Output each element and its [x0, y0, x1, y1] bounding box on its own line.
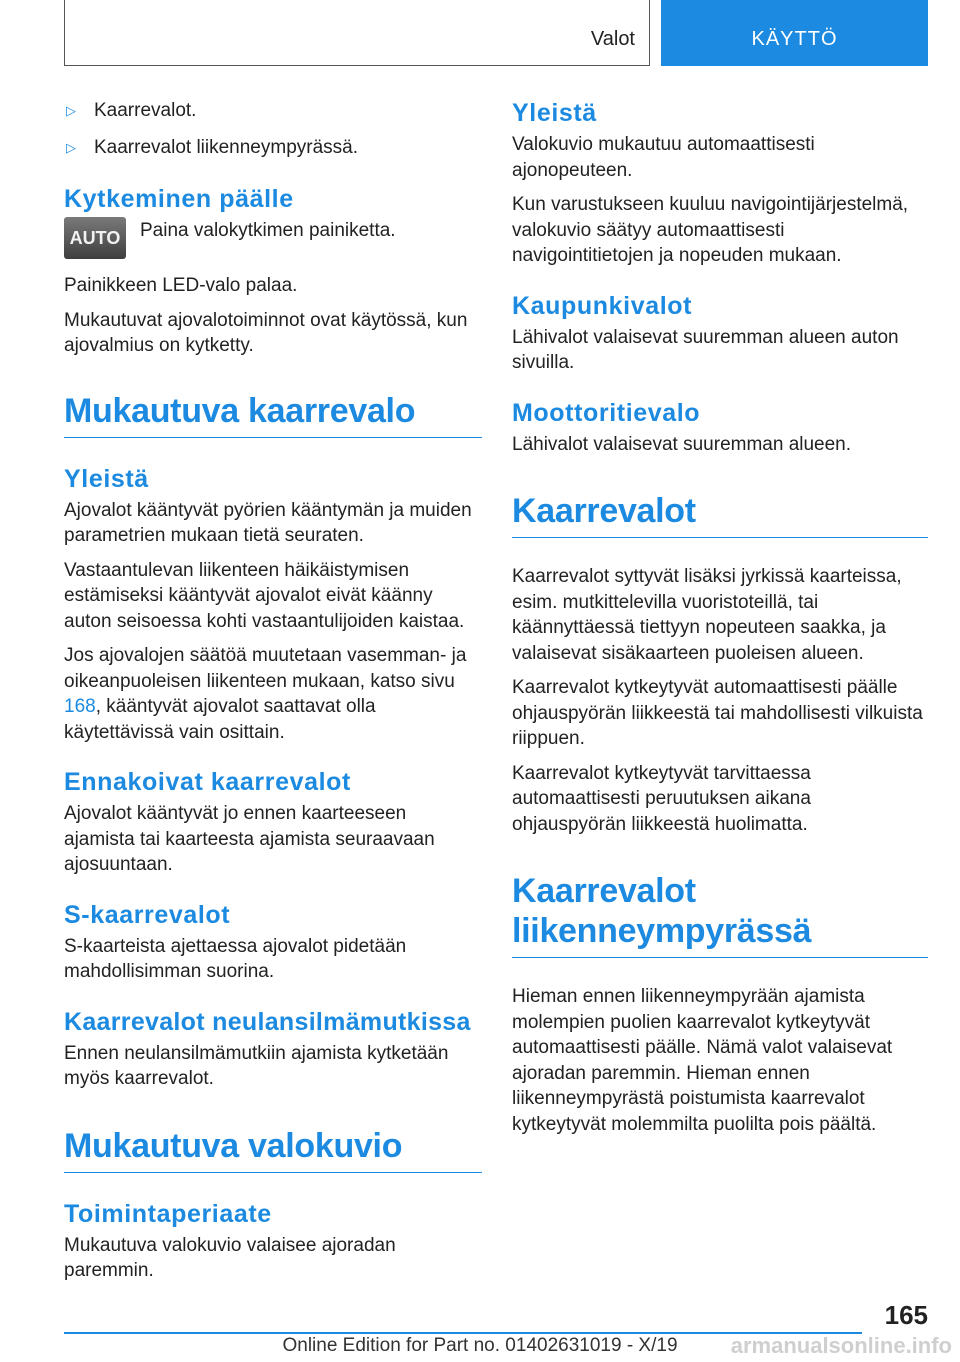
paragraph: Kaarrevalot syttyvät lisäksi jyrkissä kaarteissa, esim. mutkittelevilla vuoristoteillä, tai käännyttäessä tiettyyn nopeuteen saakka, ja valaisevat sisäkaarteen puoleisen alueen.	[512, 566, 902, 664]
page-reference-link[interactable]: 168	[64, 696, 96, 717]
paragraph: S-kaarteista ajettaessa ajovalot pidetään mahdollisimman suorina.	[64, 935, 407, 982]
heading-s-kaarrevalot: S-kaarrevalot	[64, 900, 231, 929]
footer-edition: Online Edition for Part no. 01402631019 - X/19	[282, 1335, 678, 1356]
paragraph: Lähivalot valaisevat suuremman alueen auton sivuilla.	[512, 326, 899, 373]
heading-yleista: Yleistä	[64, 464, 149, 493]
paragraph: Mukautuvat ajovalotoiminnot ovat käytössä, kun ajovalmius on kytketty.	[64, 309, 468, 356]
paragraph: Kaarrevalot kytkeytyvät tarvittaessa automaattisesti peruutuksen aikana ohjauspyörän liikkeestä huolimatta.	[512, 762, 811, 835]
list-item-text: Kaarrevalot.	[94, 100, 197, 121]
heading-toimintaperiaate: Toimintaperiaate	[64, 1199, 272, 1228]
header-chapter-title: KÄYTTÖ	[751, 28, 838, 50]
heading-moottoritievalo: Moottoritievalo	[512, 398, 701, 427]
page-number: 165	[884, 1300, 928, 1330]
header-chapter-tab	[661, 0, 928, 66]
left-column	[64, 98, 482, 1293]
auto-button-text: Paina valokytkimen painiketta.	[140, 220, 396, 241]
paragraph: Vastaantulevan liikenteen häikäistymisen estämiseksi kääntyvät ajovalot eivät käänny auton seisoessa kohti vastaantulijoiden kaistaa.	[64, 559, 465, 632]
paragraph: Hieman ennen liikenneympyrään ajamista molempien puolien kaarrevalot kytkeytyvät automaattisesti päälle. Nämä valot valaisevat ajoradan paremmin. Hieman ennen liikenneympyrästä poistumista kaarrevalot kytkeytyvät molemmilta puolilta pois päältä.	[512, 986, 893, 1135]
paragraph: Painikkeen LED-valo palaa.	[64, 275, 298, 296]
paragraph: Ajovalot kääntyvät pyörien kääntymän ja muiden parametrien mukaan tietä seuraten.	[64, 499, 472, 546]
heading-mukautuva-kaarrevalo: Mukautuva kaarrevalo	[64, 391, 482, 438]
heading-mukautuva-valokuvio: Mukautuva valokuvio	[64, 1126, 482, 1173]
header-section-box	[64, 0, 650, 66]
paragraph: Ennen neulansilmämutkiin ajamista kytketään myös kaarrevalot.	[64, 1042, 449, 1089]
list-item	[64, 98, 482, 124]
heading-ennakoivat: Ennakoivat kaarrevalot	[64, 768, 351, 796]
heading-kaarrevalot: Kaarrevalot	[512, 491, 928, 538]
list-item	[64, 135, 482, 161]
watermark: armanualsonline.info	[730, 1333, 952, 1358]
paragraph: Kun varustukseen kuuluu navigointijärjestelmä, valokuvio säätyy automaattisesti navigointitietojen ja nopeuden mukaan.	[512, 194, 909, 266]
paragraph: Mukautuva valokuvio valaisee ajoradan paremmin.	[64, 1234, 396, 1281]
header-section-title: Valot	[590, 28, 635, 50]
auto-button-icon: AUTO	[64, 217, 126, 259]
page-header	[64, 0, 928, 66]
heading-neulansilmamutkissa: Kaarrevalot neulansilmämutkissa	[64, 1007, 471, 1036]
list-item-text: Kaarrevalot liikenneympyrässä.	[94, 136, 359, 158]
paragraph: Ajovalot kääntyvät jo ennen kaarteeseen ajamista tai kaarteesta ajamista seuraavaan ajosuuntaan.	[64, 803, 435, 875]
heading-kaarrevalot-liikenneympyrassa: Kaarrevalot liikenneympyrässä	[512, 871, 928, 958]
heading-kytkeminen: Kytkeminen päälle	[64, 185, 294, 213]
triangle-bullet-icon: ▷	[66, 103, 76, 118]
triangle-bullet-icon: ▷	[66, 139, 76, 155]
paragraph: Kaarrevalot kytkeytyvät automaattisesti päälle ohjauspyörän liikkeestä tai mahdollisesti vilkuista riippuen.	[512, 677, 923, 749]
right-column	[512, 98, 928, 1146]
heading-yleista: Yleistä	[512, 99, 597, 127]
auto-button-instruction	[64, 218, 482, 259]
paragraph: Lähivalot valaisevat suuremman alueen.	[512, 433, 852, 455]
paragraph: Valokuvio mukautuu automaattisesti ajonopeuteen.	[512, 134, 815, 181]
paragraph-with-link: Jos ajovalojen säätöä muutetaan vasemman- ja oikeanpuoleisen liikenteen mukaan, katso sivu 168, kääntyvät ajovalot saattavat olla käytettävissä vain osittain.	[64, 645, 467, 743]
heading-kaupunkivalot: Kaupunkivalot	[512, 291, 693, 320]
